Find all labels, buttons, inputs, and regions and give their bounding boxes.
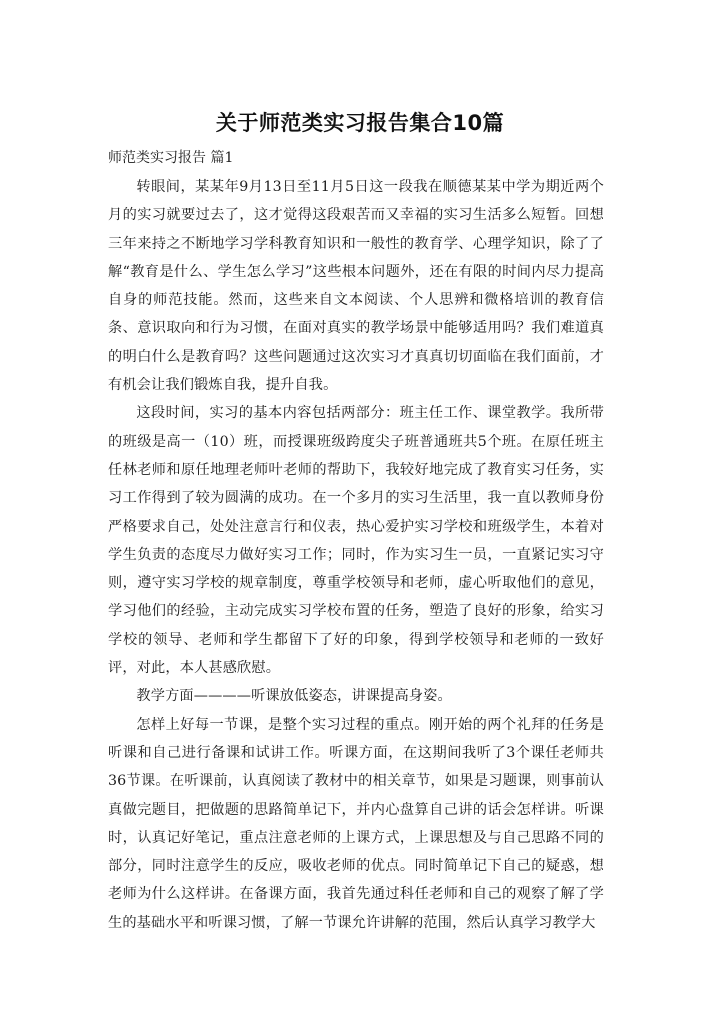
paragraph-3: 教学方面————听课放低姿态，讲课提高身姿。 — [136, 688, 452, 705]
document-body — [108, 173, 604, 937]
paragraph-2: 这段时间，实习的基本内容包括两部分：班主任工作、课堂教学。我所带的班级是高一（10）班，而授课班级跨度尖子班普通班共5个班。在原任班主任林老师和原任地理老师叶老师的帮助下，我较好地完成了教育实习任务，实习工作得到了较为圆满的成功。在一个多月的实习生活里，我一直以教师身份严格要求自己，处处注意言行和仪表，热心爱护实习学校和班级学生，本着对学生负责的态度尽力做好实习工作；同时，作为实习生一员，一直紧记实习守则，遵守实习学校的规章制度，尊重学校领导和老师，虚心听取他们的意见，学习他们的经验，主动完成实习学校布置的任务，塑造了良好的形象，给实习学校的领导、老师和学生都留下了好的印象，得到学校领导和老师的一致好评，对此，本人甚感欣慰。 — [108, 405, 604, 677]
paragraph-1: 转眼间，某某年9月13日至11月5日这一段我在顺德某某中学为期近两个月的实习就要过去了，这才觉得这段艰苦而又幸福的实习生活多么短暂。回想三年来持之不断地学习学科教育知识和一般性的教育学、心理学知识，除了了解“教育是什么、学生怎么学习”这些根本问题外，还在有限的时间内尽力提高自身的师范技能。然而，这些来自文本阅读、个人思辨和微格培训的教育信条、意识取向和行为习惯，在面对真实的教学场景中能够适用吗？我们难道真的明白什么是教育吗？这些问题通过这次实习才真真切切面临在我们面前，才有机会让我们锻炼自我，提升自我。 — [108, 179, 604, 394]
document-title: 关于师范类实习报告集合10篇 — [215, 111, 505, 135]
section-heading: 师范类实习报告 篇1 — [108, 150, 234, 166]
paragraph-4: 怎样上好每一节课，是整个实习过程的重点。刚开始的两个礼拜的任务是听课和自己进行备课和试讲工作。听课方面，在这期间我听了3个课任老师共36节课。在听课前，认真阅读了教材中的相关章节，如果是习题课，则事前认真做完题目，把做题的思路简单记下，并内心盘算自己讲的话会怎样讲。听课时，认真记好笔记，重点注意老师的上课方式，上课思想及与自己思路不同的部分，同时注意学生的反应，吸收老师的优点。同时简单记下自己的疑惑，想老师为什么这样讲。在备课方面，我首先通过科任老师和自己的观察了解了学生的基础水平和听课习惯，了解一节课允许讲解的范围，然后认真学习教学大 — [108, 716, 604, 931]
